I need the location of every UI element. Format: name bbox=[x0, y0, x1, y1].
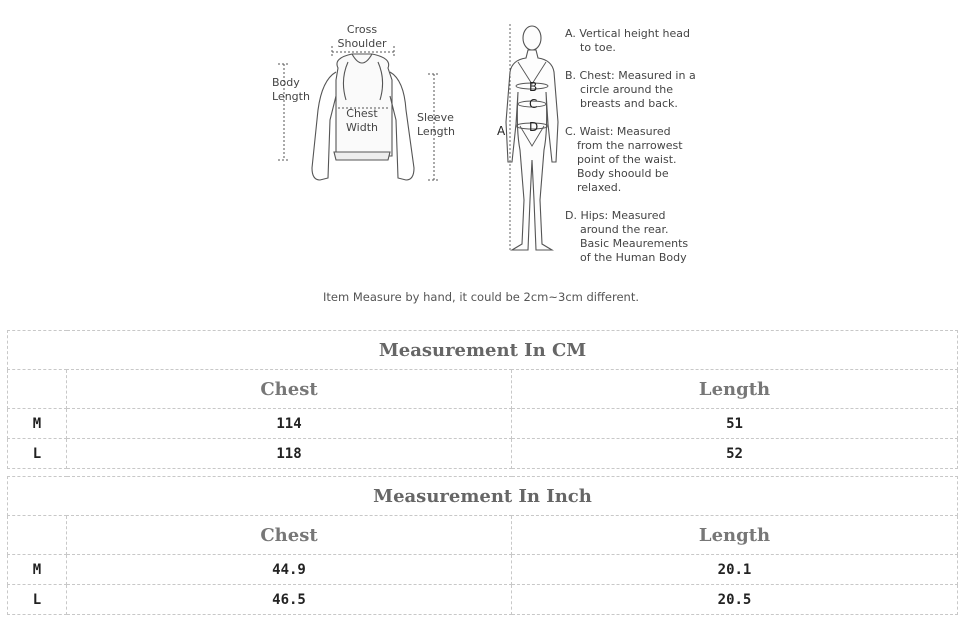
sleeve-length-line2: Length bbox=[417, 125, 455, 138]
table-title: Measurement In CM bbox=[8, 331, 958, 370]
chest-width-line1: Chest bbox=[346, 107, 378, 120]
length-cell: 51 bbox=[512, 409, 958, 439]
cross-shoulder-label bbox=[330, 23, 394, 51]
header-chest: Chest bbox=[67, 370, 512, 409]
table-row bbox=[8, 439, 958, 469]
chest-cell: 46.5 bbox=[67, 585, 512, 615]
table-header-row bbox=[8, 516, 958, 555]
length-cell: 20.1 bbox=[512, 555, 958, 585]
sleeve-length-line1: Sleeve bbox=[417, 111, 454, 124]
header-size bbox=[8, 516, 67, 555]
body-length-line2: Length bbox=[272, 90, 310, 103]
human-body-figure bbox=[506, 26, 558, 250]
body-letter-d: D bbox=[529, 120, 539, 134]
legend-c bbox=[565, 125, 683, 195]
table-title-row bbox=[8, 331, 958, 370]
header-length: Length bbox=[512, 516, 958, 555]
measure-note: Item Measure by hand, it could be 2cm~3cm different. bbox=[322, 290, 640, 304]
table-row bbox=[8, 585, 958, 615]
cross-shoulder-line2: Shoulder bbox=[337, 37, 387, 50]
length-cell: 20.5 bbox=[512, 585, 958, 615]
legend-a bbox=[565, 27, 690, 55]
sleeve-length-label bbox=[417, 111, 455, 139]
body-letter-c: C bbox=[529, 97, 538, 111]
legend-b-line3: breasts and back. bbox=[580, 97, 678, 110]
size-cell: M bbox=[8, 555, 67, 585]
legend-b bbox=[565, 69, 696, 111]
chest-cell: 44.9 bbox=[67, 555, 512, 585]
body-length-line1: Body bbox=[272, 76, 300, 89]
inch-size-table bbox=[7, 476, 958, 615]
chest-cell: 114 bbox=[67, 409, 512, 439]
size-cell: L bbox=[8, 439, 67, 469]
legend-b-line1: B. Chest: Measured in a bbox=[565, 69, 696, 82]
legend-c-line2: from the narrowest bbox=[577, 139, 683, 152]
legend-d-line3: Basic Meaurements bbox=[580, 237, 689, 250]
legend-a-line2: to toe. bbox=[580, 41, 616, 54]
cross-shoulder-line1: Cross bbox=[346, 23, 378, 36]
legend-d-line1: D. Hips: Measured bbox=[565, 209, 666, 222]
legend-c-line1: C. Waist: Measured bbox=[565, 125, 671, 138]
header-length: Length bbox=[512, 370, 958, 409]
table-row bbox=[8, 409, 958, 439]
length-cell: 52 bbox=[512, 439, 958, 469]
cm-size-table bbox=[7, 330, 958, 469]
size-cell: M bbox=[8, 409, 67, 439]
body-length-label bbox=[272, 76, 310, 104]
size-cell: L bbox=[8, 585, 67, 615]
body-letter-a: A bbox=[497, 124, 506, 138]
legend-d-line2: around the rear. bbox=[580, 223, 669, 236]
legend-b-line2: circle around the bbox=[580, 83, 673, 96]
legend-c-line3: point of the waist. bbox=[577, 153, 677, 166]
chest-cell: 118 bbox=[67, 439, 512, 469]
chest-width-label bbox=[341, 107, 383, 135]
legend-a-line1: A. Vertical height head bbox=[565, 27, 691, 40]
table-row bbox=[8, 555, 958, 585]
table-title: Measurement In Inch bbox=[8, 477, 958, 516]
header-size bbox=[8, 370, 67, 409]
table-header-row bbox=[8, 370, 958, 409]
legend-c-line4: Body shoould be bbox=[577, 167, 669, 180]
header-chest: Chest bbox=[67, 516, 512, 555]
legend-d bbox=[565, 209, 688, 265]
legend-d-line4: of the Human Body bbox=[580, 251, 687, 264]
table-title-row bbox=[8, 477, 958, 516]
body-letter-b: B bbox=[529, 80, 538, 94]
legend-c-line5: relaxed. bbox=[577, 181, 622, 194]
chest-width-line2: Width bbox=[346, 121, 378, 134]
